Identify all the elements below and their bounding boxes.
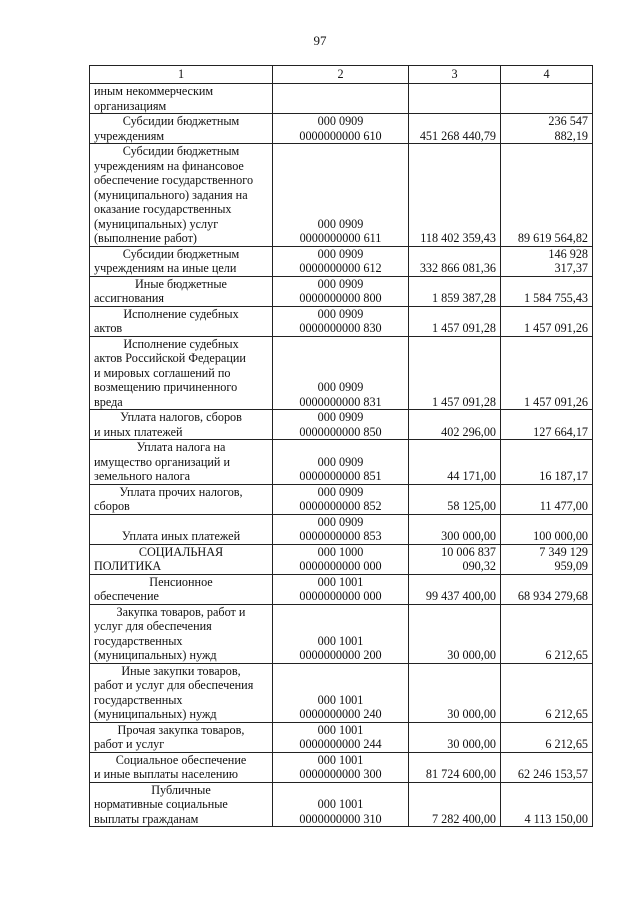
cell-text-line: (муниципальных) нужд — [94, 707, 217, 721]
cell-text-line: 317,37 — [554, 261, 588, 275]
row-value-col4-cell — [501, 514, 593, 544]
cell-text-line: 6 212,65 — [545, 648, 588, 662]
cell-text-line: 0000000000 831 — [299, 394, 382, 409]
cell-text-line: 58 125,00 — [447, 499, 496, 513]
cell-text-line: 1 457 091,26 — [524, 321, 588, 335]
table-row — [90, 484, 593, 514]
cell-text-line: 11 477,00 — [539, 499, 588, 513]
cell-text-line: 090,32 — [462, 559, 496, 573]
cell-text-line: 0000000000 610 — [299, 128, 382, 143]
cell-text-line: 000 1001 — [317, 574, 364, 589]
cell-text-line: 000 1001 — [317, 692, 364, 707]
table-row — [90, 246, 593, 276]
cell-text-line: (муниципальных) услуг — [94, 216, 219, 231]
row-value-col4-cell — [501, 306, 593, 336]
cell-text-line: 000 0909 — [317, 276, 364, 291]
cell-text-line: 10 006 837 — [441, 544, 496, 559]
row-value-col3-cell — [409, 84, 501, 114]
table-row — [90, 84, 593, 114]
cell-text-line: 402 296,00 — [441, 424, 496, 439]
row-value-col3-cell — [409, 114, 501, 144]
cell-text-line: и иных платежей — [94, 424, 183, 439]
table-row — [90, 604, 593, 663]
table-row — [90, 752, 593, 782]
cell-text-line: 1 457 091,26 — [524, 394, 588, 409]
cell-text-line: 1 457 091,28 — [432, 321, 496, 335]
cell-text-line: (выполнение работ) — [94, 231, 197, 245]
row-value-col3-cell — [409, 306, 501, 336]
cell-text-line: Публичные — [151, 782, 211, 797]
row-value-col3-cell — [409, 722, 501, 752]
cell-text-line: 0000000000 300 — [299, 767, 382, 781]
cell-text-line: 300 000,00 — [441, 529, 496, 543]
cell-text-line: 882,19 — [554, 128, 588, 143]
row-value-col4-cell — [501, 752, 593, 782]
cell-text-line: работ и услуг для обеспечения — [94, 678, 254, 692]
row-value-col3-cell — [409, 440, 501, 485]
cell-text-line: 6 212,65 — [545, 707, 588, 721]
row-code-cell — [273, 752, 409, 782]
cell-text-line: (муниципальных) нужд — [94, 648, 217, 662]
table-row — [90, 574, 593, 604]
cell-text-line: Уплата налога на — [136, 440, 226, 454]
cell-text-line: учреждениям на иные цели — [94, 261, 237, 275]
cell-text-line: 89 619 564,82 — [517, 231, 588, 245]
row-value-col3-cell — [409, 544, 501, 574]
row-name-cell — [90, 246, 273, 276]
cell-text-line: Иные закупки товаров, — [121, 663, 241, 678]
cell-text-line: 000 0909 — [317, 514, 364, 529]
cell-text-line: 236 547 — [548, 114, 588, 128]
cell-text-line: Уплата налогов, сборов — [120, 410, 242, 424]
row-value-col4-cell — [501, 246, 593, 276]
cell-text-line: 4 113 150,00 — [524, 811, 588, 826]
cell-text-line: 0000000000 851 — [299, 469, 382, 483]
table-row — [90, 782, 593, 827]
cell-text-line: 000 0909 — [317, 216, 364, 231]
row-name-cell — [90, 114, 273, 144]
row-code-cell — [273, 604, 409, 663]
cell-text-line: выплаты гражданам — [94, 811, 199, 826]
row-value-col3-cell — [409, 276, 501, 306]
row-value-col3-cell — [409, 484, 501, 514]
row-value-col4-cell — [501, 84, 593, 114]
table-row — [90, 306, 593, 336]
row-value-col4-cell — [501, 114, 593, 144]
row-value-col4-cell — [501, 410, 593, 440]
cell-text-line: работ и услуг — [94, 737, 165, 751]
cell-text-line: актов — [94, 321, 123, 335]
cell-text-line: Субсидии бюджетным — [122, 246, 240, 261]
cell-text-line: 000 0909 — [317, 380, 364, 394]
row-value-col3-cell — [409, 604, 501, 663]
cell-text-line: имущество организаций и — [94, 454, 230, 469]
cell-text-line: Уплата иных платежей — [121, 529, 241, 543]
cell-text-line: оказание государственных — [94, 202, 232, 216]
cell-text-line: (муниципального) задания на — [94, 187, 248, 202]
cell-text-line: 000 0909 — [317, 484, 364, 499]
cell-text-line: 332 866 081,36 — [419, 261, 496, 275]
cell-text-line: 451 268 440,79 — [419, 128, 496, 143]
cell-text-line: 0000000000 830 — [299, 321, 382, 335]
cell-text-line: Исполнение судебных — [123, 336, 239, 351]
cell-text-line: ассигнования — [94, 291, 165, 305]
row-code-cell — [273, 114, 409, 144]
row-value-col4-cell — [501, 144, 593, 247]
budget-table — [89, 65, 593, 827]
column-header-2: 2 — [273, 66, 409, 84]
row-value-col4-cell — [501, 574, 593, 604]
row-name-cell — [90, 722, 273, 752]
row-code-cell — [273, 440, 409, 485]
table-row — [90, 663, 593, 722]
row-name-cell — [90, 604, 273, 663]
row-name-cell — [90, 144, 273, 247]
cell-text-line: 1 584 755,43 — [524, 291, 588, 305]
cell-text-line: услуг для обеспечения — [94, 619, 212, 633]
row-code-cell — [273, 782, 409, 827]
cell-text-line: обеспечение — [94, 589, 159, 603]
cell-text-line: 0000000000 000 — [299, 559, 382, 573]
cell-text-line: 0000000000 200 — [299, 648, 382, 662]
cell-text-line: Пенсионное — [149, 574, 213, 589]
row-value-col4-cell — [501, 484, 593, 514]
row-value-col3-cell — [409, 410, 501, 440]
cell-text-line: 99 437 400,00 — [425, 589, 496, 603]
cell-text-line: государственных — [94, 692, 183, 707]
row-value-col3-cell — [409, 246, 501, 276]
cell-text-line: 000 1001 — [317, 633, 364, 648]
cell-text-line: 0000000000 800 — [299, 291, 382, 305]
column-header-3: 3 — [409, 66, 501, 84]
row-code-cell — [273, 410, 409, 440]
cell-text-line: ПОЛИТИКА — [94, 559, 162, 573]
cell-text-line: 959,09 — [554, 559, 588, 573]
cell-text-line: 000 1001 — [317, 752, 364, 767]
cell-text-line: Исполнение судебных — [123, 306, 239, 321]
cell-text-line: Уплата прочих налогов, — [119, 484, 243, 499]
cell-text-line: 6 212,65 — [545, 737, 588, 751]
cell-text-line: нормативные социальные — [94, 797, 228, 811]
cell-text-line: 62 246 153,57 — [517, 767, 588, 781]
cell-text-line: и иные выплаты населению — [94, 767, 239, 781]
cell-text-line: 118 402 359,43 — [420, 231, 496, 245]
row-name-cell — [90, 84, 273, 114]
cell-text-line: 0000000000 244 — [299, 737, 382, 751]
row-name-cell — [90, 663, 273, 722]
cell-text-line: 000 0909 — [317, 246, 364, 261]
row-code-cell — [273, 544, 409, 574]
row-code-cell — [273, 336, 409, 410]
row-value-col3-cell — [409, 514, 501, 544]
cell-text-line: государственных — [94, 633, 183, 648]
cell-text-line: СОЦИАЛЬНАЯ — [138, 544, 224, 559]
cell-text-line: 0000000000 611 — [299, 231, 382, 245]
cell-text-line: 000 1001 — [317, 797, 364, 811]
cell-text-line: 30 000,00 — [447, 707, 496, 721]
row-name-cell — [90, 514, 273, 544]
row-code-cell — [273, 144, 409, 247]
row-code-cell — [273, 663, 409, 722]
table-row — [90, 336, 593, 410]
row-name-cell — [90, 574, 273, 604]
cell-text-line: возмещению причиненного — [94, 380, 238, 394]
column-header-1: 1 — [90, 66, 273, 84]
cell-text-line: 000 0909 — [317, 114, 364, 128]
row-value-col3-cell — [409, 782, 501, 827]
cell-text-line: 000 1000 — [317, 544, 364, 559]
cell-text-line: Закупка товаров, работ и — [116, 604, 246, 619]
cell-text-line: 81 724 600,00 — [425, 767, 496, 781]
row-name-cell — [90, 336, 273, 410]
row-name-cell — [90, 276, 273, 306]
row-value-col4-cell — [501, 663, 593, 722]
cell-text-line: 1 457 091,28 — [432, 394, 496, 409]
row-code-cell — [273, 574, 409, 604]
cell-text-line: 0000000000 240 — [299, 707, 382, 721]
row-value-col4-cell — [501, 544, 593, 574]
row-code-cell — [273, 722, 409, 752]
cell-text-line: земельного налога — [94, 469, 191, 483]
cell-text-line: 000 0909 — [317, 306, 364, 321]
row-name-cell — [90, 484, 273, 514]
row-code-cell — [273, 276, 409, 306]
cell-text-line: сборов — [94, 499, 130, 513]
cell-text-line: обеспечение государственного — [94, 173, 254, 187]
row-value-col3-cell — [409, 574, 501, 604]
row-value-col4-cell — [501, 276, 593, 306]
column-header-4: 4 — [501, 66, 593, 84]
cell-text-line: актов Российской Федерации — [94, 351, 246, 365]
table-row — [90, 514, 593, 544]
cell-text-line: Социальное обеспечение — [115, 752, 247, 767]
table-row — [90, 722, 593, 752]
cell-text-line: Иные бюджетные — [135, 276, 227, 291]
cell-text-line: 0000000000 853 — [299, 529, 382, 543]
cell-text-line: 0000000000 852 — [299, 499, 382, 513]
row-name-cell — [90, 440, 273, 485]
row-value-col3-cell — [409, 663, 501, 722]
cell-text-line: вреда — [94, 394, 123, 409]
row-value-col3-cell — [409, 144, 501, 247]
table-row — [90, 144, 593, 247]
cell-text-line: 000 0909 — [317, 410, 364, 424]
cell-text-line: иным некоммерческим — [94, 84, 214, 98]
table-row — [90, 114, 593, 144]
row-code-cell — [273, 514, 409, 544]
cell-text-line: 7 349 129 — [539, 544, 588, 559]
row-name-cell — [90, 306, 273, 336]
row-code-cell — [273, 306, 409, 336]
cell-text-line: 30 000,00 — [447, 737, 496, 751]
cell-text-line: 146 928 — [548, 246, 588, 261]
row-value-col3-cell — [409, 336, 501, 410]
cell-text-line: 1 859 387,28 — [432, 291, 496, 305]
cell-text-line: 127 664,17 — [533, 424, 588, 439]
table-header-row — [90, 66, 593, 84]
row-value-col4-cell — [501, 440, 593, 485]
cell-text-line: учреждениям на финансовое — [94, 158, 244, 173]
cell-text-line: 100 000,00 — [533, 529, 588, 543]
cell-text-line: и мировых соглашений по — [94, 365, 231, 380]
cell-text-line: 44 171,00 — [447, 469, 496, 483]
cell-text-line: 68 934 279,68 — [517, 589, 588, 603]
table-row — [90, 440, 593, 485]
cell-text-line: Прочая закупка товаров, — [117, 722, 245, 737]
cell-text-line: организациям — [94, 98, 167, 113]
cell-text-line: 16 187,17 — [539, 469, 588, 483]
row-name-cell — [90, 544, 273, 574]
cell-text-line: 0000000000 310 — [299, 811, 382, 826]
row-value-col4-cell — [501, 722, 593, 752]
table-row — [90, 410, 593, 440]
page-number: 97 — [313, 33, 327, 48]
row-name-cell — [90, 410, 273, 440]
row-code-cell — [273, 484, 409, 514]
cell-text-line: учреждениям — [94, 128, 165, 143]
cell-text-line: 0000000000 850 — [299, 424, 382, 439]
budget-table-body — [90, 66, 593, 827]
row-value-col3-cell — [409, 752, 501, 782]
cell-text-line: 0000000000 612 — [299, 261, 382, 275]
row-value-col4-cell — [501, 782, 593, 827]
row-name-cell — [90, 752, 273, 782]
row-name-cell — [90, 782, 273, 827]
row-code-cell — [273, 246, 409, 276]
table-row — [90, 276, 593, 306]
row-value-col4-cell — [501, 604, 593, 663]
cell-text-line: 000 1001 — [317, 722, 364, 737]
row-value-col4-cell — [501, 336, 593, 410]
cell-text-line: 0000000000 000 — [299, 589, 382, 603]
table-row — [90, 544, 593, 574]
cell-text-line: Субсидии бюджетным — [122, 144, 240, 158]
row-code-cell — [273, 84, 409, 114]
cell-text-line: 7 282 400,00 — [432, 811, 496, 826]
cell-text-line: 000 0909 — [317, 454, 364, 469]
cell-text-line: Субсидии бюджетным — [122, 114, 240, 128]
cell-text-line: 30 000,00 — [447, 648, 496, 662]
